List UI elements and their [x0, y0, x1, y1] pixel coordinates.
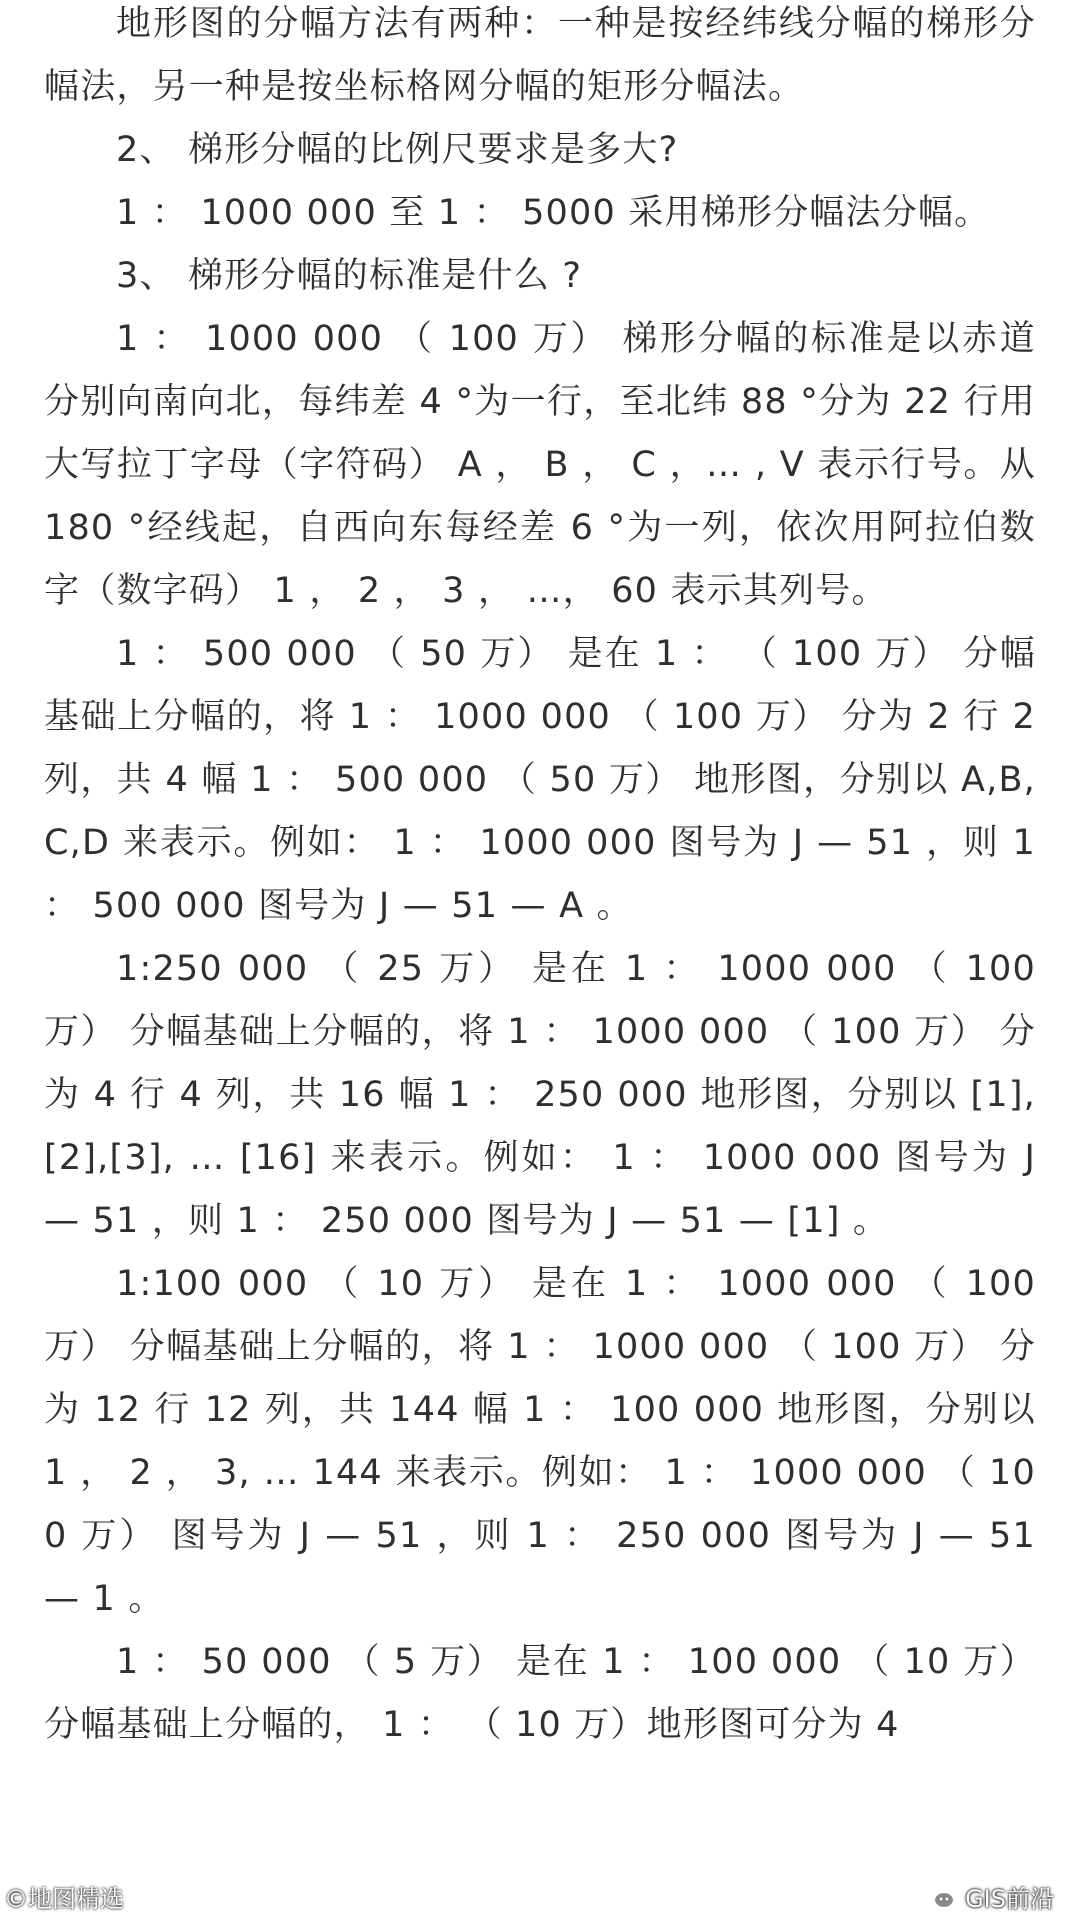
paragraph-intro: 地形图的分幅方法有两种：一种是按经纬线分幅的梯形分幅法，另一种是按坐标格网分幅的矩形分幅法。: [44, 4, 1036, 107]
heading-question-3: 3、 梯形分幅的标准是什么 ?: [116, 256, 583, 296]
article-body: [44, 0, 1036, 1757]
watermark-right: [921, 1879, 1054, 1914]
watermark-left: ©地图精选: [4, 1885, 124, 1913]
paragraph-scale-250k: 1:250 000 （ 25 万） 是在 1 ： 1000 000 （ 100 万） 分幅基础上分幅的，将 1 ： 1000 000 （ 100 万） 分为 4 行 4 列，共 16 幅 1 ： 250 000 地形图，分别以 [1],[2],[3], … [16] 来表示。例如： 1 ： 1000 000 图号为 J — 51 ，则 1 ： 250 000 图号为 J — 51 — [1] 。: [44, 949, 1036, 1241]
paragraph-scale-50k: 1 ： 50 000 （ 5 万） 是在 1 ： 100 000 （ 10 万） 分幅基础上分幅的， 1 ： （ 10 万）地形图可分为 4: [44, 1642, 1036, 1745]
paragraph-scale-500k: 1 ： 500 000 （ 50 万） 是在 1 ： （ 100 万） 分幅基础上分幅的，将 1 ： 1000 000 （ 100 万） 分为 2 行 2 列，共 4 幅 1 ： 500 000 （ 50 万） 地形图，分别以 A,B,C,D 来表示。例如： 1 ： 1000 000 图号为 J — 51 ，则 1 ： 500 000 图号为 J — 51 — A 。: [44, 634, 1036, 926]
heading-question-2: 2、 梯形分幅的比例尺要求是多大?: [116, 130, 679, 170]
paragraph-scale-1m: 1 ： 1000 000 （ 100 万） 梯形分幅的标准是以赤道分别向南向北，每纬差 4 °为一行，至北纬 88 °分为 22 行用大写拉丁字母（字符码） A ， B ， C ，… , V 表示行号。从 180 °经线起，自西向东每经差 6 °为一列，依次用阿拉伯数字（数字码） 1 ， 2 ， 3 ， …， 60 表示其列号。: [44, 319, 1036, 611]
paragraph-scale-100k: 1:100 000 （ 10 万） 是在 1 ： 1000 000 （ 100 万） 分幅基础上分幅的，将 1 ： 1000 000 （ 100 万） 分为 12 行 12 列，共 144 幅 1 ： 100 000 地形图，分别以 1 ， 2 ， 3, … 144 来表示。例如： 1 ： 1000 000 （ 100 万） 图号为 J — 51 ，则 1 ： 250 000 图号为 J — 51 — 1 。: [44, 1264, 1036, 1619]
wechat-icon: [921, 1883, 957, 1911]
paragraph-answer-2: 1 ： 1000 000 至 1 ： 5000 采用梯形分幅法分幅。: [116, 193, 991, 233]
watermark-right-text: GIS前沿: [965, 1885, 1054, 1913]
